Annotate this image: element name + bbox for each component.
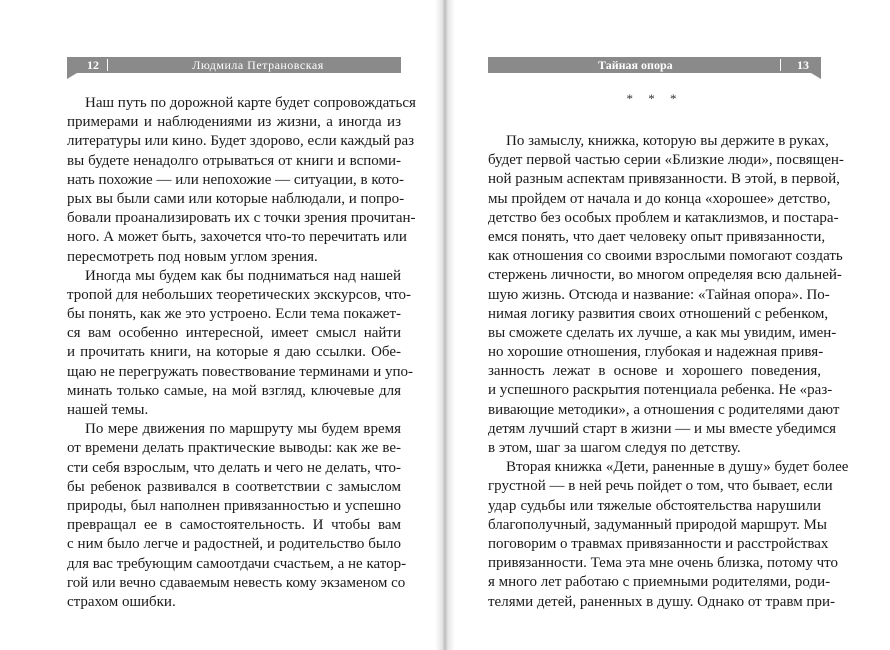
text-line: Вторая книжка «Дети, раненные в душу» будет более xyxy=(506,459,849,476)
text-line: нать похожие — или непохожие — ситуации, в кото- xyxy=(67,171,405,188)
text-line: бы понять, как же это устроено. Если тема покажет- xyxy=(67,306,401,323)
right-page-text xyxy=(488,132,849,612)
text-line: вы сможете сделать их лучше, а как мы увидим, имен- xyxy=(488,324,837,341)
text-line: я много лет работаю с приемными родителями, роди- xyxy=(488,574,831,591)
text-line: как отношения со своими взрослыми помогают создать xyxy=(488,248,843,265)
text-line: грустной — в ней речь пойдет о том, что бывает, если xyxy=(488,478,833,495)
text-line: будет первой частью серии «Близкие люди», посвящен- xyxy=(488,152,844,169)
left-running-title: Людмила Петрановская xyxy=(192,58,324,72)
right-running-header xyxy=(488,57,821,73)
text-line: бовали проанализировать их с точки зрения прочитан- xyxy=(67,210,416,227)
text-line: ся вам особенно интересной, имеет смысл найти xyxy=(67,325,401,342)
text-line: привязанности. Тема эта мне очень близка, потому что xyxy=(488,555,839,572)
text-line: Иногда мы будем как бы подниматься над нашей xyxy=(85,267,401,284)
text-line: телями детей, раненных в душу. Однако от травм при- xyxy=(488,593,835,610)
text-line: пересмотреть под новым углом зрения. xyxy=(67,248,318,265)
text-line: вивающие методики», а отношения с родителями дают xyxy=(488,401,840,418)
text-line: вы будете ненадолго отрываться от книги и вспоми- xyxy=(67,152,401,169)
text-line: нимая логику развития своих отношений с ребенком, xyxy=(488,305,829,322)
text-line: Наш путь по дорожной карте будет сопровождаться xyxy=(85,95,416,111)
text-line: ного. А может быть, захочется что-то перечитать или xyxy=(67,229,407,246)
text-line: шую жизнь. Отсюда и название: «Тайная опора». По- xyxy=(488,286,830,303)
left-page-text xyxy=(67,94,416,612)
text-line: тропой для небольших теоретических экскурсов, что- xyxy=(67,286,412,303)
text-line: мы пройдем от начала и до конца «хорошее» детство, xyxy=(488,190,831,207)
text-line: для вас требующим самоотдачи счастьем, а не катор- xyxy=(67,555,407,572)
text-line: примерами и наблюдениями из жизни, а иногда из xyxy=(67,114,401,131)
left-page-number: 12 xyxy=(87,58,99,72)
header-divider xyxy=(107,59,108,71)
text-line: но хорошие отношения, глубокая и надежная привя- xyxy=(488,344,824,361)
text-line: литературы или кино. Будет здорово, если каждый раз xyxy=(67,133,415,150)
text-line: и успешного раскрытия потенциала ребенка. Не «раз- xyxy=(488,382,833,399)
text-line: природы, был наполнен привязанностью и успешно xyxy=(67,497,401,514)
text-line: емся понять, что дает человеку опыт привязанности, xyxy=(488,228,826,245)
text-line: удар судьбы или тяжелые обстоятельства нарушили xyxy=(488,497,821,514)
text-line: от времени делать практические выводы: как же ве- xyxy=(67,440,401,457)
header-divider xyxy=(780,59,781,71)
text-line: бы ребенок развивался в соответствии с замыслом xyxy=(67,478,401,495)
text-line: детям лучший старт в жизни — и мы вместе убедимся xyxy=(488,420,837,437)
header-corner-decoration xyxy=(67,73,77,79)
text-line: занность лежат в основе и хорошего поведения, xyxy=(488,363,821,380)
section-separator: * * * xyxy=(626,91,683,106)
text-line: По замыслу, книжка, которую вы держите в руках, xyxy=(506,133,829,149)
text-line: По мере движения по маршруту мы будем время xyxy=(85,421,401,438)
text-line: сти себя взрослым, что делать и чего не делать, что- xyxy=(67,459,401,476)
text-line: минать только самые, на мой взгляд, ключевые для xyxy=(67,382,401,399)
left-running-header xyxy=(67,57,401,73)
text-line: благополучный, задуманный природой маршрут. Мы xyxy=(488,516,827,533)
header-corner-decoration xyxy=(811,73,821,79)
book-gutter xyxy=(435,0,455,650)
text-line: страхом ошибки. xyxy=(67,593,176,610)
text-line: превращал ее в самостоятельность. И чтобы вам xyxy=(67,517,401,534)
text-line: и прочитать книги, на которые я даю ссылки. Обе- xyxy=(67,344,401,361)
text-line: поговорим о травмах привязанности и расстройствах xyxy=(488,535,829,552)
text-line: с ним было легче и радостней, и родительство было xyxy=(67,536,401,553)
right-page-number: 13 xyxy=(797,58,809,72)
text-line: гой или вечно сдаваемым невесть кому экзаменом со xyxy=(67,574,406,591)
text-line: рых вы были сами или которые наблюдали, и попро- xyxy=(67,190,405,207)
text-line: щаю не перегружать повествование терминами и упо- xyxy=(67,363,413,380)
text-line: стержень личности, во многом определяя всю дальней- xyxy=(488,267,842,284)
text-line: в этом, шаг за шагом следуя по детству. xyxy=(488,440,741,456)
text-line: нашей темы. xyxy=(67,402,149,418)
text-line: ной разным аспектам привязанности. В этой, в первой, xyxy=(488,171,840,188)
text-line: детство без особых проблем и катаклизмов, и постара- xyxy=(488,209,839,226)
right-running-title: Тайная опора xyxy=(598,58,673,72)
